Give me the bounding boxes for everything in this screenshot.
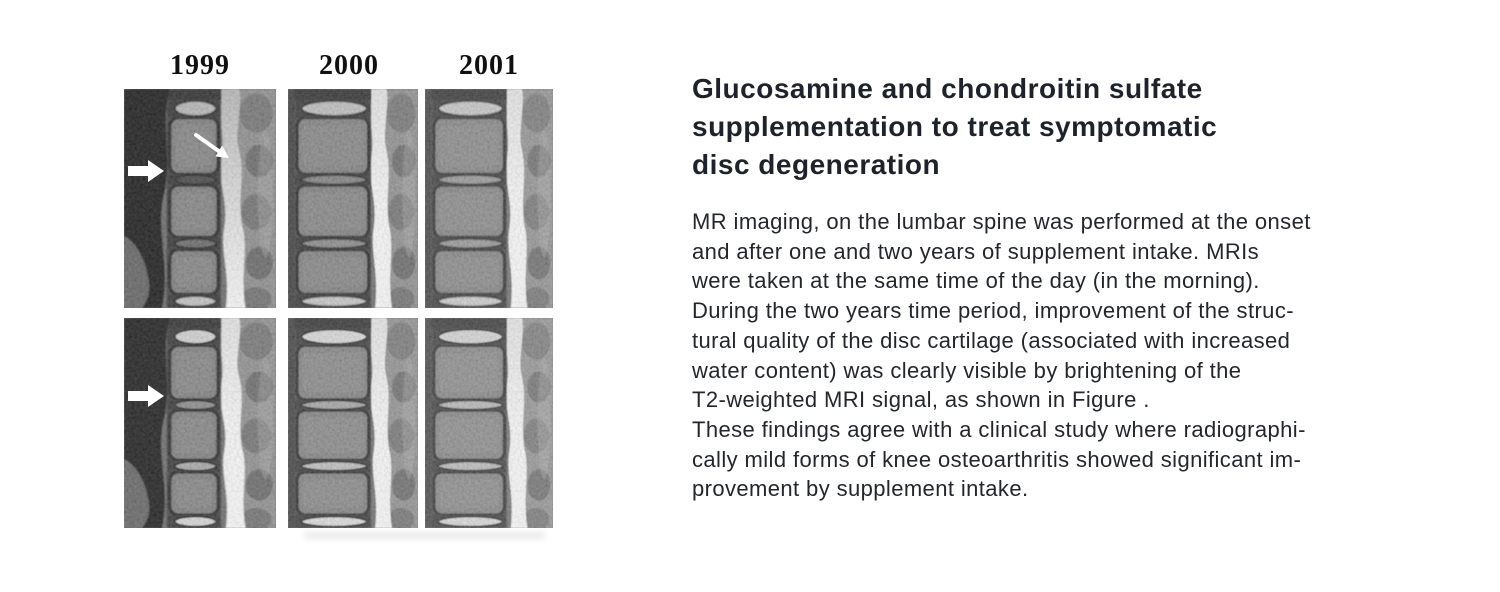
text-line: During the two years time period, improvement of the struc- [692,298,1294,324]
mri-panel-r1c1 [124,89,276,308]
text-line: tural quality of the disc cartilage (associated with increased [692,327,1291,353]
article-title [692,70,1472,184]
text-line: and after one and two years of supplement intake. MRIs [692,238,1260,264]
text-line: provement by supplement intake. [692,476,1029,502]
text-line: cally mild forms of knee osteoarthritis showed significant im- [692,446,1302,472]
year-label: 2000 [319,50,379,81]
text-line: water content) was clearly visible by brightening of the [692,357,1242,383]
text-line: were taken at the same time of the day (in the morning). [692,268,1260,294]
year-label: 2001 [459,50,519,81]
mri-panel-r2c3 [425,318,553,528]
text-line: These findings agree with a clinical study where radiographi- [692,416,1306,442]
article-body [692,207,1472,504]
year-label: 1999 [170,50,230,81]
mri-panel-r1c3 [425,89,553,308]
mri-figure [0,0,660,592]
text-line: disc degeneration [692,149,941,180]
text-line: Glucosamine and chondroitin sulfate [692,73,1203,104]
mri-panel-r1c2 [288,89,418,308]
text-line: T2-weighted MRI signal, as shown in Figure . [692,387,1150,413]
mri-panel-r2c2 [288,318,418,528]
article [692,70,1472,504]
mri-panel-r2c1 [124,318,276,528]
figure-shadow [305,532,545,539]
text-line: supplementation to treat symptomatic [692,111,1218,142]
text-line: MR imaging, on the lumbar spine was performed at the onset [692,209,1311,234]
